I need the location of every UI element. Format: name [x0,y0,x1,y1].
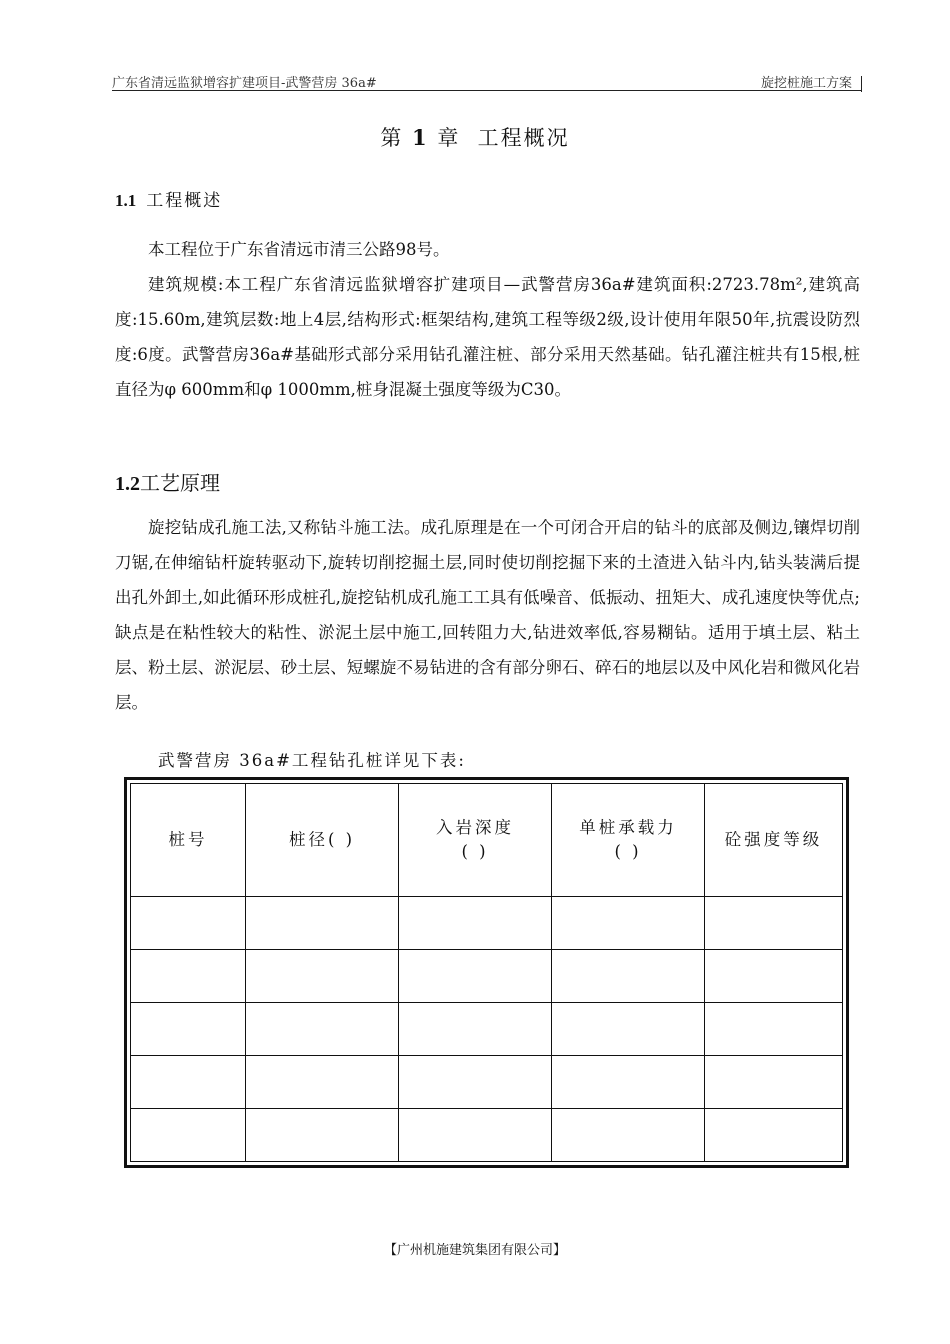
header-concrete-grade: 砼强度等级 [705,784,843,897]
table-cell [552,1109,705,1162]
table-cell [399,1056,552,1109]
table-header-row [131,784,843,897]
table-cell [131,1056,246,1109]
chapter-prefix: 第 [380,126,404,150]
page-footer: 【广州机施建筑集团有限公司】 [383,1243,566,1258]
table-cell [552,1003,705,1056]
header-rock-depth: 入岩深度 ( ) [399,784,552,897]
header-doc-title: 旋挖桩施工方案 [760,76,852,91]
table-cell [705,1056,843,1109]
chapter-number: 1 [412,125,429,150]
chapter-name: 工程概况 [477,126,570,150]
table-cell [399,1003,552,1056]
table-cell [552,897,705,950]
table-cell [399,897,552,950]
table-cell [399,950,552,1003]
pile-table [124,777,849,1168]
table-caption: 武警营房 36a#工程钻孔桩详见下表: [158,751,466,770]
header-pile-diameter: 桩径( ) [246,784,399,897]
header-bearing-capacity: 单桩承载力 ( ) [552,784,705,897]
section-heading-1-2 [115,467,220,496]
table-cell [246,1109,399,1162]
paragraph-scale: 建筑规模:本工程广东省清远监狱增容扩建项目—武警营房36a#建筑面积:2723.78m²,建筑高度:15.60m,建筑层数:地上4层,结构形式:框架结构,建筑工程等级2级,设计使用年限50年,抗震设防烈度:6度。武警营房36a#基础形式部分采用钻孔灌注桩、部分采用天然基础。钻孔灌注桩共有15根,桩直径为φ 600mm和φ 1000mm,桩身混凝土强度等级为C30。 [115,275,860,399]
table-row [131,1003,843,1056]
table-cell [131,1003,246,1056]
table-row [131,897,843,950]
chapter-suffix: 章 [437,126,461,150]
table-cell [131,897,246,950]
table-cell [552,950,705,1003]
section-title: 工艺原理 [140,471,220,495]
section-number: 1.1 [115,191,137,210]
table-cell [246,1003,399,1056]
header-divider [861,76,862,92]
table-cell [705,897,843,950]
table-cell [131,950,246,1003]
table-cell [246,897,399,950]
header-pile-no: 桩号 [131,784,246,897]
table-cell [705,1109,843,1162]
section-number: 1.2 [115,473,140,495]
section-title: 工程概述 [146,191,223,211]
section-heading-1-1 [115,186,222,211]
table-cell [246,950,399,1003]
header-project-title: 广东省清远监狱增容扩建项目-武警营房 36a# [112,76,377,91]
paragraph-principle: 旋挖钻成孔施工法,又称钻斗施工法。成孔原理是在一个可闭合开启的钻斗的底部及侧边,镶焊切削刀锯,在伸缩钻杆旋转驱动下,旋转切削挖掘土层,同时使切削挖掘下来的土渣进入钻斗内,钻头装满后提出孔外卸土,如此循环形成桩孔,旋挖钻机成孔施工工具有低噪音、低振动、扭矩大、成孔速度快等优点;缺点是在粘性较大的粘性、淤泥土层中施工,回转阻力大,钻进效率低,容易糊钻。适用于填土层、粘土层、粉土层、淤泥层、砂土层、短螺旋不易钻进的含有部分卵石、碎石的地层以及中风化岩和微风化岩层。 [115,518,860,712]
table-cell [131,1109,246,1162]
table-cell [705,1003,843,1056]
page-header [112,70,862,91]
chapter-title [0,122,950,152]
table-row [131,1109,843,1162]
table-cell [399,1109,552,1162]
table-row [131,950,843,1003]
table-cell [246,1056,399,1109]
table-row [131,1056,843,1109]
table-cell [552,1056,705,1109]
paragraph-location: 本工程位于广东省清远市清三公路98号。 [148,240,450,259]
table-cell [705,950,843,1003]
